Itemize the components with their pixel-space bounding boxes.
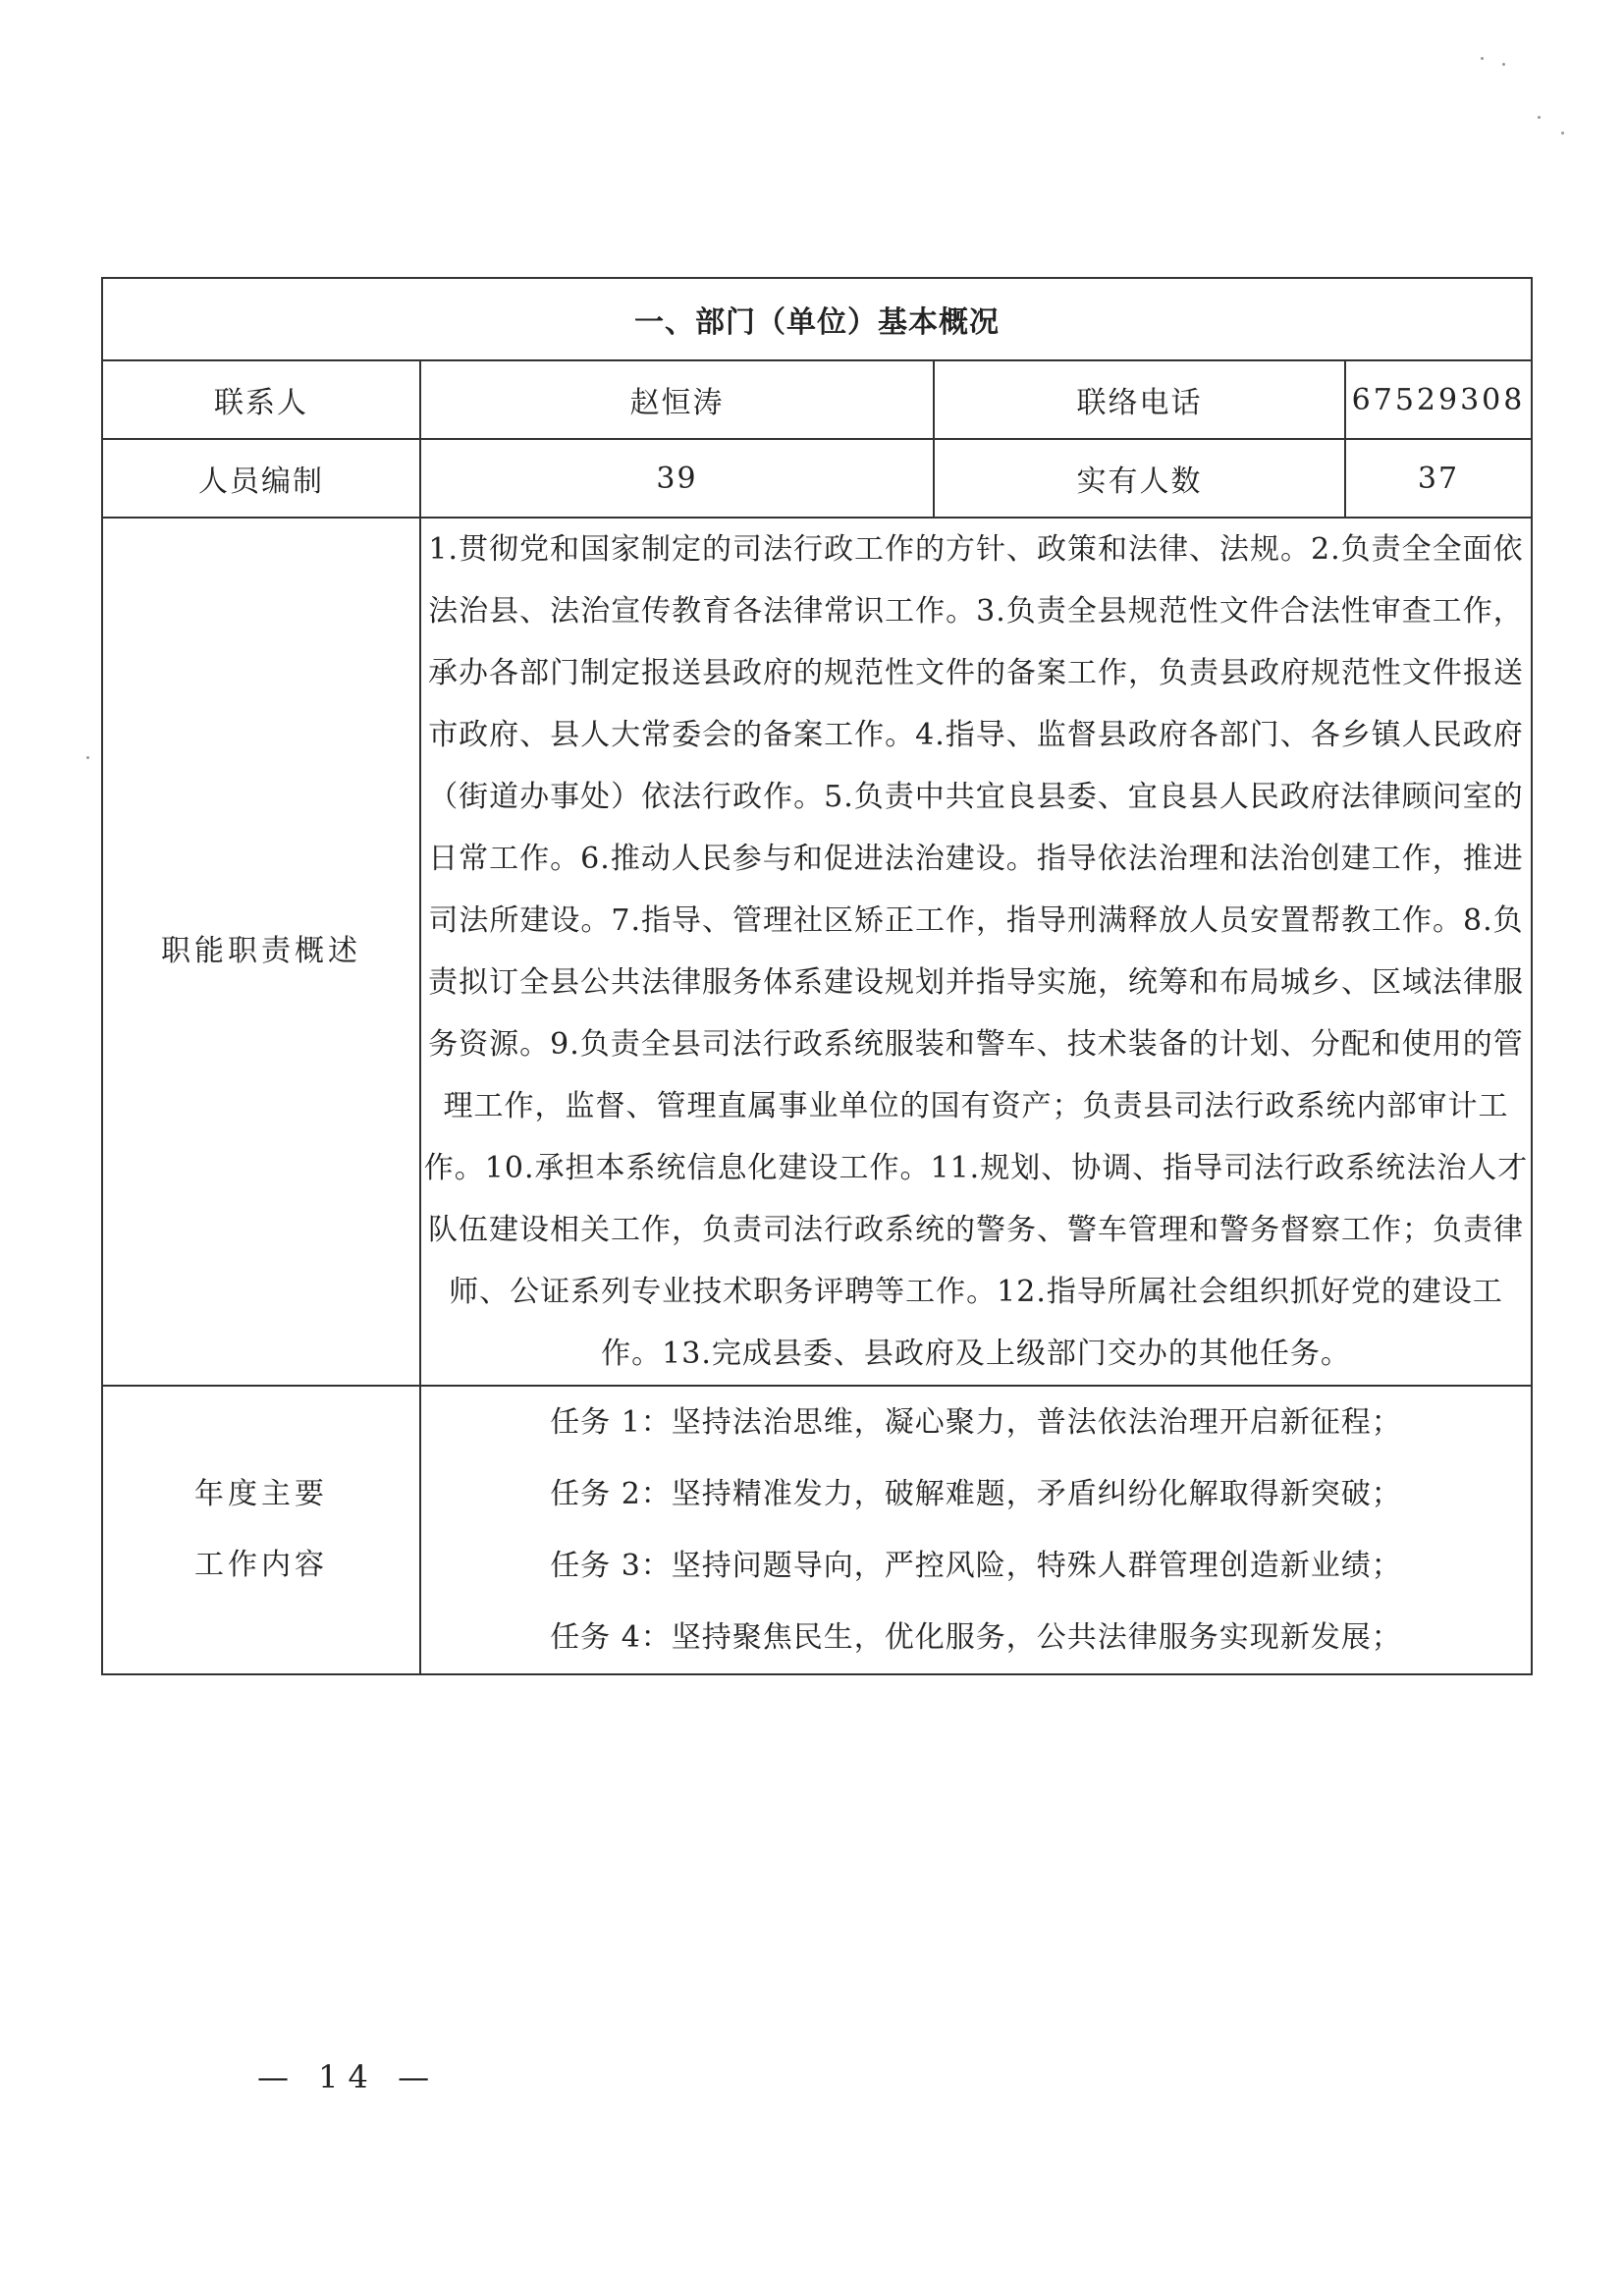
task-item: 任务 2：坚持精准发力，破解难题，矛盾纠纷化解取得新突破； [550, 1477, 1402, 1511]
scan-speck [1561, 132, 1564, 135]
annual-task-list [420, 1386, 1532, 1674]
task-item: 任务 1：坚持法治思维，凝心聚力，普法依法治理开启新征程； [550, 1405, 1402, 1440]
annual-work-label [102, 1386, 420, 1674]
annual-label-line2: 工作内容 [194, 1548, 328, 1582]
task-item: 任务 4：坚持聚焦民生，优化服务，公共法律服务实现新发展； [550, 1620, 1402, 1655]
page-number: — 14 — [257, 2058, 440, 2096]
contact-label: 联系人 [102, 360, 420, 439]
duties-text: 1.贯彻党和国家制定的司法行政工作的方针、政策和法律、法规。2.负责全全面依法治县、法治宣传教育各法律常识工作。3.负责全县规范性文件合法性审查工作，承办各部门制定报送县政府的规范性文件的备案工作，负责县政府规范性文件报送市政府、县人大常委会的备案工作。4.指导、监督县政府各部门、各乡镇人民政府（街道办事处）依法行政作。5.负责中共宜良县委、宜良县人民政府法律顾问室的日常工作。6.推动人民参与和促进法治建设。指导依法治理和法治创建工作，推进司法所建设。7.指导、管理社区矫正工作，指导刑满释放人员安置帮教工作。8.负责拟订全县公共法律服务体系建设规划并指导实施，统筹和布局城乡、区域法律服务资源。9.负责全县司法行政系统服装和警车、技术装备的计划、分配和使用的管理工作，监督、管理直属事业单位的国有资产；负责县司法行政系统内部审计工作。10.承担本系统信息化建设工作。11.规划、协调、指导司法行政系统法治人才队伍建设相关工作，负责司法行政系统的警务、警车管理和警务督察工作；负责律师、公证系列专业技术职务评聘等工作。12.指导所属社会组织抓好党的建设工作。13.完成县委、县政府及上级部门交办的其他任务。 [420, 518, 1532, 1386]
duties-label: 职能职责概述 [102, 518, 420, 1386]
table-title: 一、部门（单位）基本概况 [102, 278, 1532, 360]
annual-label-line1: 年度主要 [194, 1477, 328, 1511]
contact-value: 赵恒涛 [420, 360, 934, 439]
phone-label: 联络电话 [934, 360, 1345, 439]
phone-value: 67529308 [1345, 360, 1532, 439]
basic-info-table [101, 277, 1533, 1675]
staffing-value: 39 [420, 439, 934, 518]
staffing-label: 人员编制 [102, 439, 420, 518]
task-item: 任务 3：坚持问题导向，严控风险，特殊人群管理创造新业绩； [550, 1549, 1402, 1583]
scan-speck [1481, 57, 1484, 60]
actual-label: 实有人数 [934, 439, 1345, 518]
actual-value: 37 [1345, 439, 1532, 518]
scan-speck [1538, 116, 1541, 119]
scan-speck [1502, 63, 1505, 66]
scan-speck [86, 756, 89, 759]
